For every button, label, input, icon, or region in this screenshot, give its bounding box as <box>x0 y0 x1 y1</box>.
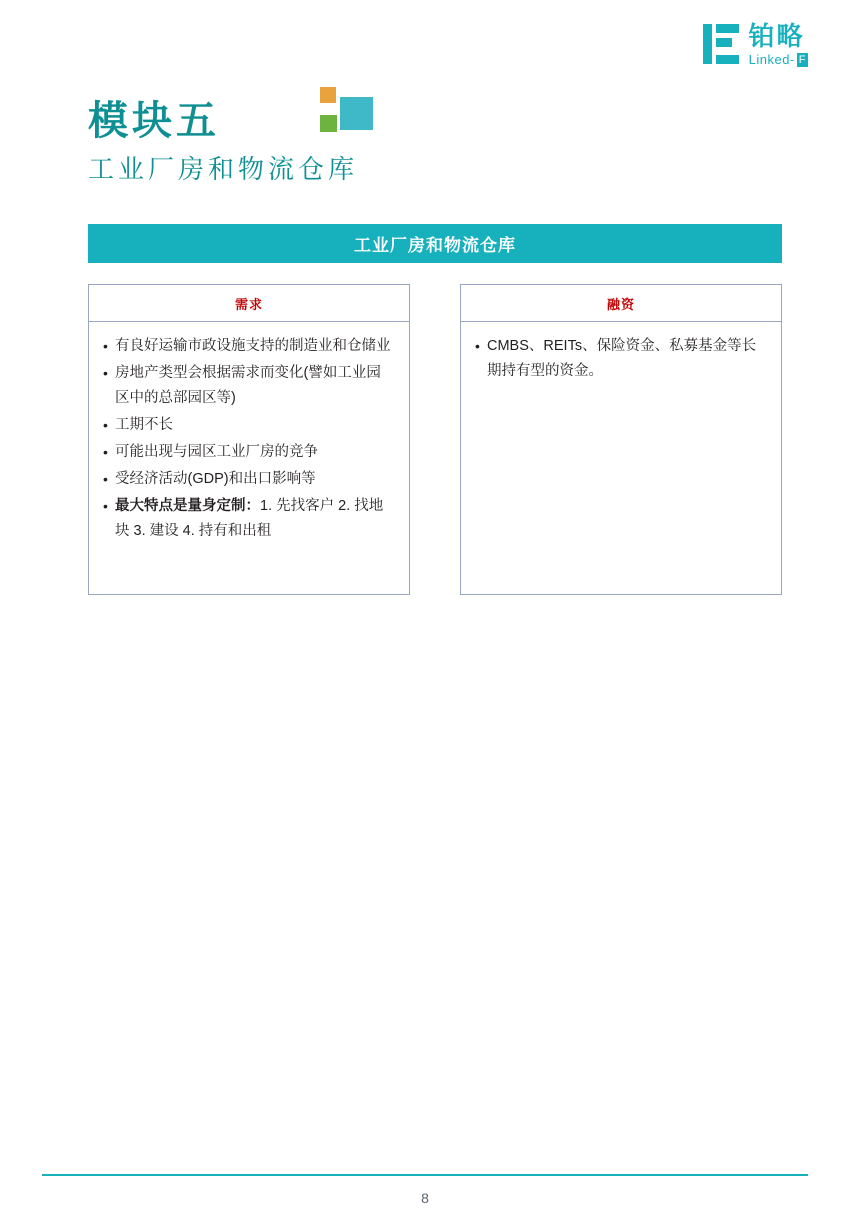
panel-financing-list <box>475 334 767 384</box>
logo-mark-middle-bar <box>716 38 732 47</box>
logo-english-name <box>749 52 808 67</box>
brand-logo <box>703 22 808 67</box>
logo-mark-bottom-bar <box>716 55 739 64</box>
list-item-bold-prefix: 最大特点是量身定制： <box>115 498 260 514</box>
module-title: 模块五 <box>88 97 220 144</box>
list-item <box>103 494 395 544</box>
page-number: 8 <box>421 1190 429 1206</box>
module-subtitle: 工业厂房和物流仓库 <box>88 155 359 185</box>
decor-square-green-icon <box>320 115 337 132</box>
panel-row <box>88 284 782 595</box>
list-item: • 工期不长 <box>103 413 395 438</box>
list-item: • 有良好运输市政设施支持的制造业和仓储业 <box>103 334 395 359</box>
panel-demand-body <box>89 322 409 594</box>
logo-mark-icon <box>703 22 743 66</box>
panel-demand <box>88 284 410 595</box>
panel-financing <box>460 284 782 595</box>
module-heading <box>88 95 358 189</box>
decor-square-teal-icon <box>340 97 373 130</box>
list-item: • CMBS、REITs、保险资金、私募基金等长期持有型的资金。 <box>475 334 767 384</box>
panel-demand-header: 需求 <box>89 285 409 322</box>
logo-mark-top-bar <box>716 24 739 33</box>
decorative-squares <box>320 87 390 147</box>
panel-financing-body <box>461 322 781 594</box>
list-item: • 房地产类型会根据需求而变化(譬如工业园区中的总部园区等) <box>103 361 395 411</box>
list-item: • 受经济活动(GDP)和出口影响等 <box>103 467 395 492</box>
section-banner: 工业厂房和物流仓库 <box>88 224 782 263</box>
logo-english-text: Linked- <box>748 52 795 67</box>
decor-square-orange-icon <box>320 87 336 103</box>
list-item-text: 1. 先找客户 2. 找地块 3. 建设 4. 持有和出租 <box>115 498 384 539</box>
panel-financing-header: 融资 <box>461 285 781 322</box>
logo-text <box>749 22 808 67</box>
logo-mark-vertical-bar <box>703 24 712 64</box>
logo-f-badge: F <box>798 53 806 66</box>
footer-divider <box>42 1174 808 1176</box>
logo-chinese-name: 铂略 <box>748 21 805 51</box>
panel-demand-list <box>103 334 395 544</box>
list-item: • 可能出现与园区工业厂房的竞争 <box>103 440 395 465</box>
